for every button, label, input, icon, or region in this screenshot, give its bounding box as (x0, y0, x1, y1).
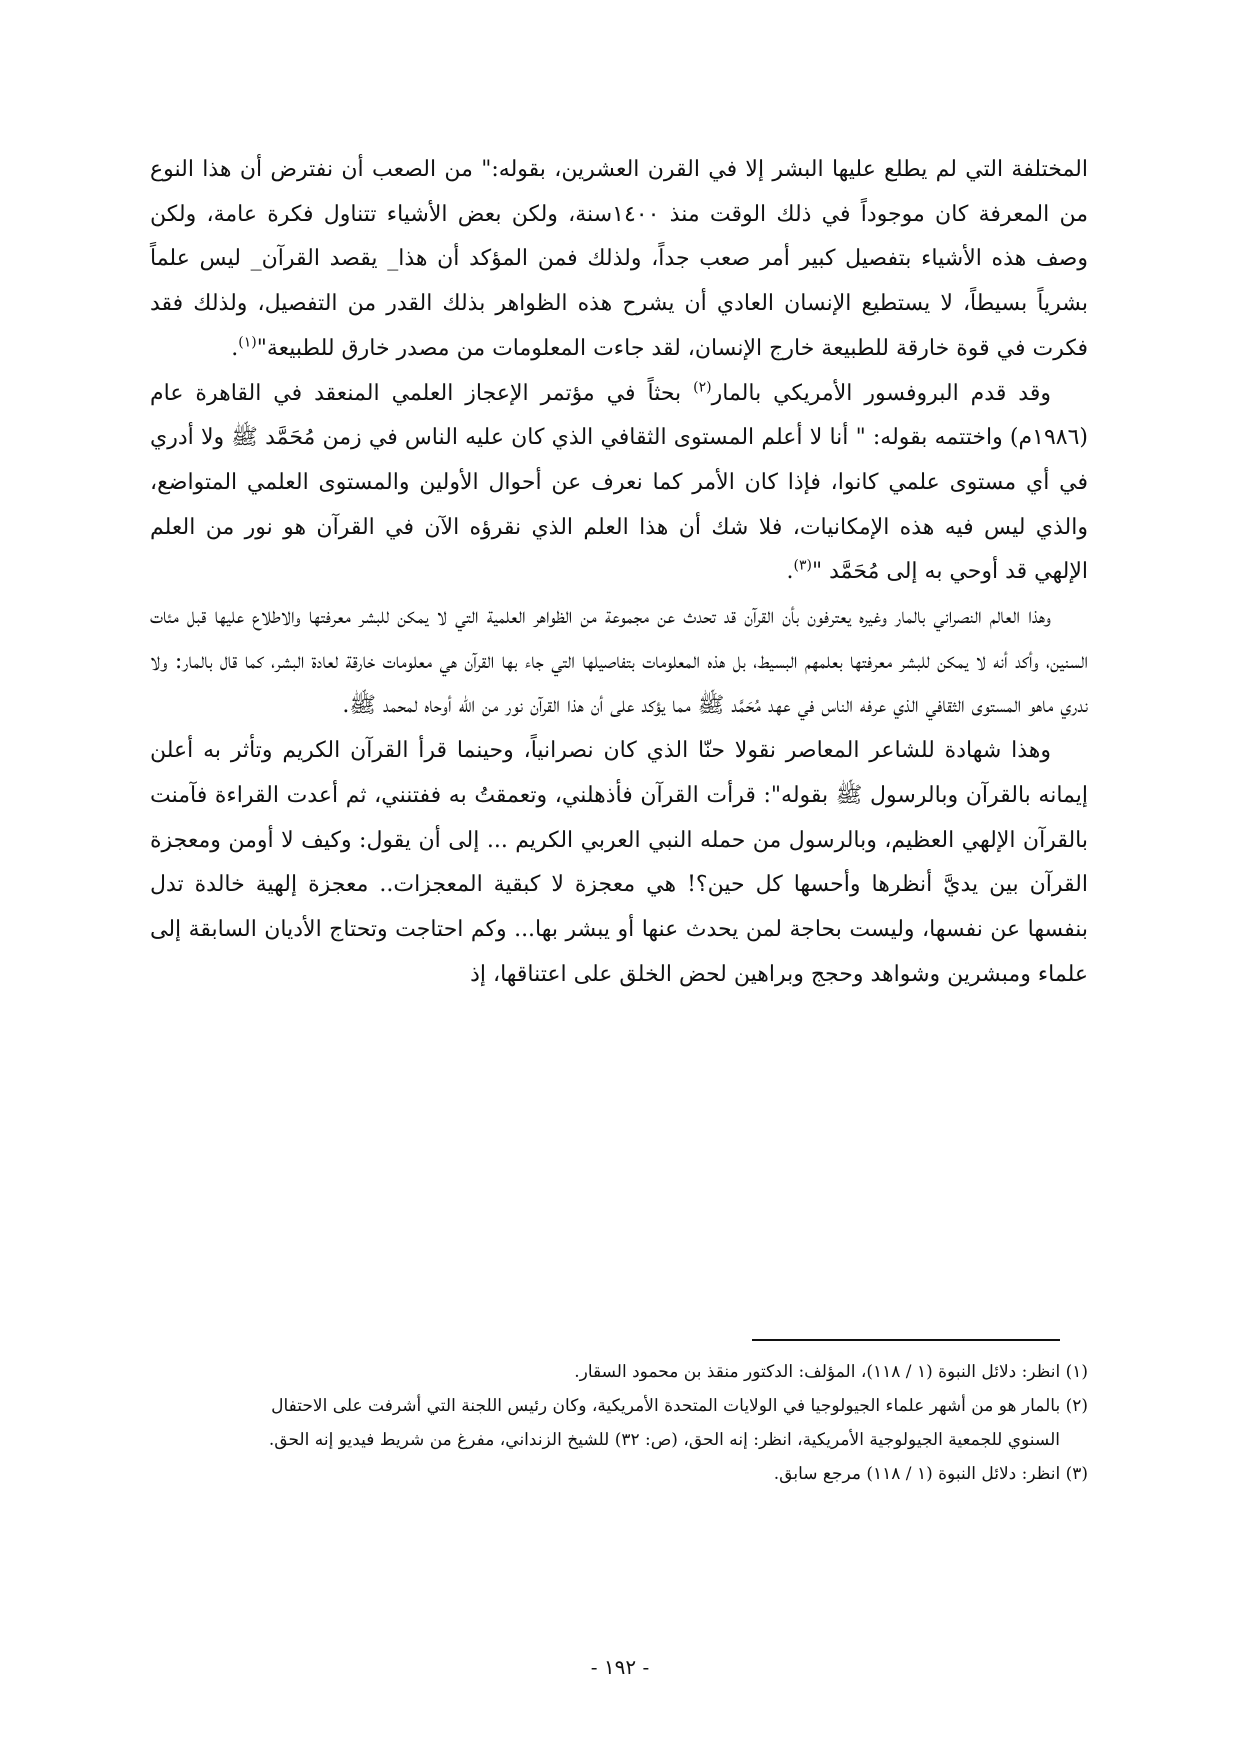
footnotes (150, 1355, 1088, 1491)
paragraph-2-text-b: بحثاً في مؤتمر الإعجاز العلمي المنعقد في القاهرة عام (١٩٨٦م) واختتمه بقوله: " أنا لا أعلم المستوى الثقافي الذي كان عليه الناس في زمن مُحَمَّد ﷺ ولا أدري في أي مستوى علمي كانوا، فإذا كان الأمر كما نعرف عن أحوال الأولين والمستوى العلمي المتواضع، والذي ليس فيه هذه الإمكانيات، فلا شك أن هذا العلم الذي نقرؤه الآن في القرآن هو نور من العلم الإلهي قد أوحي به إلى مُحَمَّد " (150, 380, 1088, 585)
page-number: - ١٩٢ - (590, 1655, 650, 1679)
paragraph-1-tail: . (231, 335, 239, 361)
paragraph-2 (150, 372, 1088, 596)
footnote-3: (٣) انظر: دلائل النبوة (١ / ١١٨) مرجع سابق. (773, 1464, 1088, 1484)
footnote-separator (752, 1339, 1060, 1341)
paragraph-2-text-a: وقد قدم البروفسور الأمريكي بالمار (711, 380, 1051, 406)
footnote-marker-1[interactable]: (١) (238, 334, 257, 351)
paragraph-4: وهذا شهادة للشاعر المعاصر نقولا حنّا الذي كان نصرانياً، وحينما قرأ القرآن الكريم وتأثر به أعلن إيمانه بالقرآن وبالرسول ﷺ بقوله": قرأت القرآن فأذهلني، وتعمقتُ به ففتنني، ثم أعدت القراءة فآمنت بالقرآن الإلهي العظيم، وبالرسول من حمله النبي العربي الكريم ... إلى أن يقول: وكيف لا أومن ومعجزة القرآن بين يديَّ أنظرها وأحسها كل حين؟! هي معجزة لا كبقية المعجزات.. معجزة إلهية خالدة تدل بنفسها عن نفسها، وليست بحاجة لمن يحدث عنها أو يبشر بها... وكم احتاجت وتحتاج الأديان السابقة إلى علماء ومبشرين وشواهد وحجج وبراهين لحض الخلق على اعتناقها، إذ (150, 738, 1088, 987)
footnote-marker-3[interactable]: (٣) (793, 558, 813, 574)
footnote-1: (١) انظر: دلائل النبوة (١ / ١١٨)، المؤلف: الدكتور منقذ بن محمود السقار. (574, 1362, 1088, 1382)
paragraph-3: وهذا العالم النصراني بالمار وغيره يعترفون بأن القرآن قد تحدث عن مجموعة من الظواهر العلمية التي لا يمكن للبشر معرفتها والاطلاع عليها قبل مئات السنين، وأكد أنه لا يمكن للبشر معرفتها بعلمهم البسيط، بل هذه المعلومات بتفاصيلها التي جاء بها القرآن هي معلومات خارقة لعادة البشر، كما قال بالمار: ولا ندري ماهو المستوى الثقافي الذي عرفه الناس في عهد مُحَمَّد ﷺ مما يؤكد على أن هذا القرآن نور من الله أوحاه لمحمد ﷺ. (150, 604, 1088, 719)
footnote-2-continuation: السنوي للجمعية الجيولوجية الأمريكية، انظر: إنه الحق، (ص: ٣٢) للشيخ الزنداني، مفرغ من شريط فيديو إنه الحق. (268, 1430, 1060, 1450)
paragraph-1 (150, 148, 1088, 372)
footnote-2: (٢) بالمار هو من أشهر علماء الجيولوجيا في الولايات المتحدة الأمريكية، وكان رئيس اللجنة التي أشرفت على الاحتفال (271, 1396, 1088, 1416)
footnote-marker-2[interactable]: (٢) (693, 379, 712, 396)
body-text (150, 148, 1088, 997)
paragraph-1-text: المختلفة التي لم يطلع عليها البشر إلا في القرن العشرين، بقوله:" من الصعب أن نفترض أن هذا النوع من المعرفة كان موجوداً في ذلك الوقت منذ ١٤٠٠سنة، ولكن بعض الأشياء تتناول فكرة عامة، ولكن وصف هذه الأشياء بتفصيل كبير أمر صعب جداً، ولذلك فمن المؤكد أن هذا_ يقصد القرآن_ ليس علماً بشرياً بسيطاً، لا يستطيع الإنسان العادي أن يشرح هذه الظواهر بذلك القدر من التفصيل، ولذلك فقد فكرت في قوة خارقة للطبيعة خارج الإنسان، لقد جاءت المعلومات من مصدر خارق للطبيعة" (150, 157, 1088, 361)
paragraph-2-tail: . (786, 559, 794, 585)
